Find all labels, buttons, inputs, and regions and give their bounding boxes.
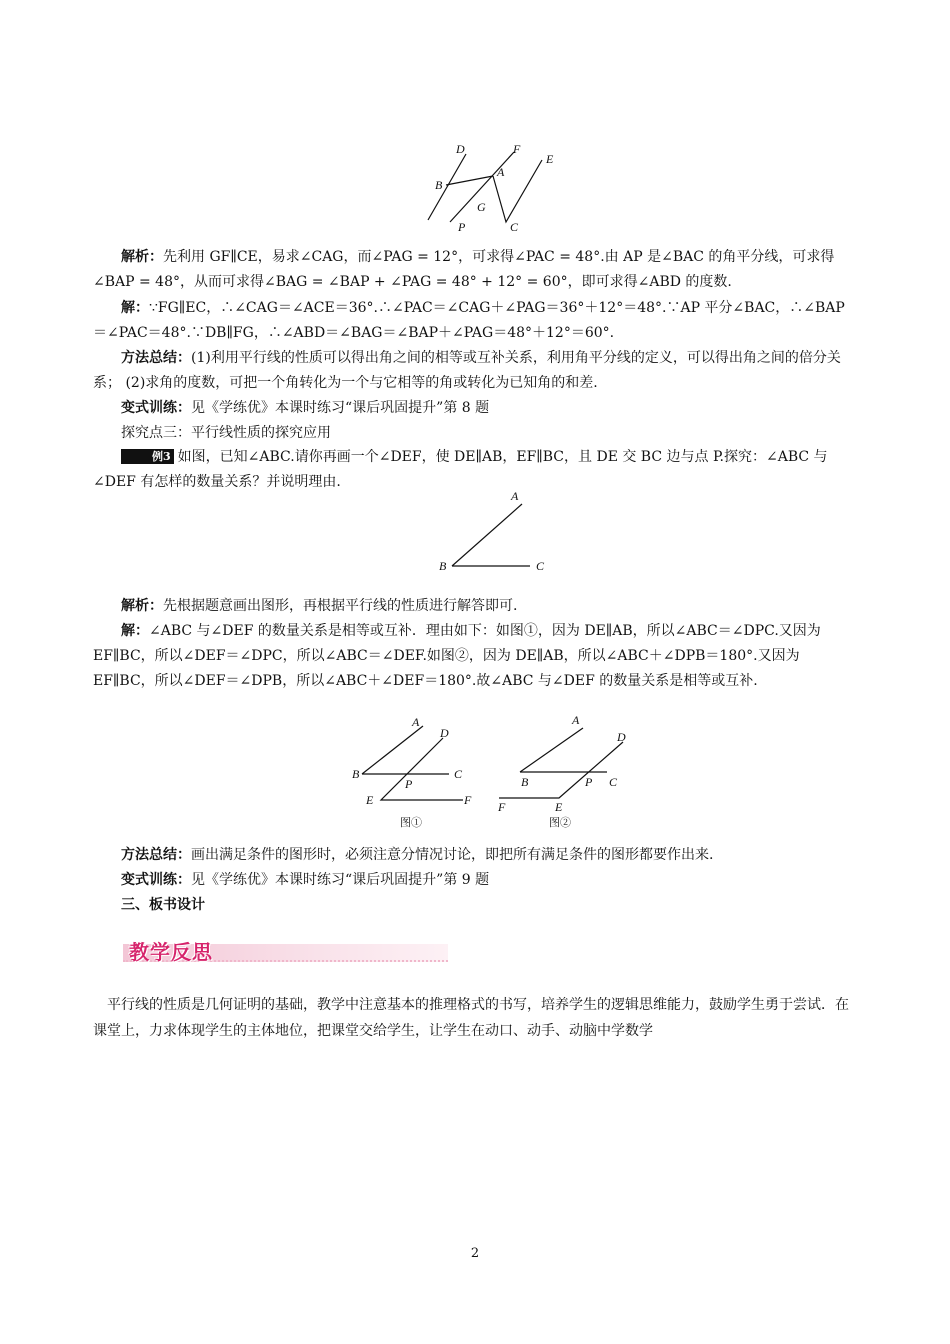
reflection-text [93,992,858,1044]
fig1-label-c: C [454,767,463,781]
ex2-method [93,346,858,396]
fig2-caption: 图② [549,817,571,829]
method-label: 方法总结： [121,350,191,366]
point3-text: 探究点三：平行线性质的探究应用 [121,425,331,441]
example-badge: 例3 [121,449,174,464]
fig2-label-f: F [498,800,506,814]
variant-text: 见《学练优》本课时练习“课后巩固提升”第 9 题 [191,872,490,888]
section-3-heading [93,893,858,918]
reflection-banner [123,936,448,966]
ex3-analysis [93,594,858,619]
fig2-line-de-ef [499,742,623,798]
label-g: G [477,200,486,214]
fig1-line-de-ef [381,738,463,800]
fig2-label-b: B [521,775,529,789]
analysis-label: 解析： [121,249,163,265]
label-a: A [511,489,519,503]
ex2-solution [93,296,858,346]
exploration-point-3 [93,421,858,446]
analysis-label: 解析： [121,598,163,614]
label-b: B [439,559,447,573]
ex2-analysis [93,245,858,295]
label-c: C [536,559,545,573]
fig1-label-p: P [405,777,413,791]
ray-ba [452,504,522,566]
geometry-figure-3 [345,712,645,834]
section-3-title: 三、板书设计 [121,897,205,913]
question-text: 如图，已知∠ABC.请你再画一个∠DEF，使 DE∥AB，EF∥BC，且 DE 交 BC 边与点 P.探究：∠ABC 与∠DEF 有怎样的数量关系？并说明理由. [93,449,828,490]
label-b: B [435,178,443,192]
solution-label: 解： [121,300,149,316]
fig2-label-d: D [617,730,626,744]
ex3-variant [93,868,858,893]
solution-text: ∵FG∥EC，∴∠CAG＝∠ACE＝36°.∴∠PAC＝∠CAG＋∠PAG＝36°＋12°＝48°.∵AP 平分∠BAC，∴∠BAP＝∠PAC＝48°.∵DB∥FG，∴∠ABD＝∠BAG＝∠BAP＋∠PAG＝48°＋12°＝60°. [93,300,845,341]
geometry-figure-2 [430,486,560,576]
ex2-variant [93,396,858,421]
method-text: (1)利用平行线的性质可以得出角之间的相等或互补关系，利用角平分线的定义，可以得出角之间的倍分关系； (2)求角的度数，可把一个角转化为一个与它相等的角或转化为已知角的和差. [93,350,841,391]
fig2-label-a: A [572,713,580,727]
label-d: D [456,142,465,156]
fig2-label-p: P [585,775,593,789]
fig2-label-e: E [555,800,563,814]
label-p: P [458,220,466,234]
ex3-method [93,843,858,868]
analysis-text: 先根据题意画出图形，再根据平行线的性质进行解答即可. [163,598,518,614]
reflection-title: 教学反思 [129,940,213,964]
fig1-caption: 图① [400,817,422,829]
fig1-label-a: A [412,715,420,729]
solution-text: ∠ABC 与∠DEF 的数量关系是相等或互补．理由如下：如图①，因为 DE∥AB，所以∠ABC＝∠DPC.又因为 EF∥BC，所以∠DEF＝∠DPC，所以∠ABC＝∠DEF.如图②，因为 DE∥AB，所以∠ABC＋∠DPB＝180°.又因为 EF∥BC，所以∠DEF＝∠DPB，所以∠ABC＋∠DEF＝180°.故∠ABC 与∠DEF 的数量关系是相等或互补. [93,623,821,689]
fig1-label-d: D [440,726,449,740]
fig1-label-e: E [366,793,374,807]
variant-label: 变式训练： [121,872,191,888]
ex3-solution [93,619,858,694]
fig1-label-f: F [464,793,472,807]
label-a: A [497,165,505,179]
label-c: C [510,220,519,234]
method-text: 画出满足条件的图形时，必须注意分情况讨论，即把所有满足条件的图形都要作出来. [191,847,714,863]
label-f: F [513,142,521,156]
fig2-label-c: C [609,775,618,789]
fig1-label-b: B [352,767,360,781]
variant-label: 变式训练： [121,400,191,416]
solution-label: 解： [121,623,149,639]
variant-text: 见《学练优》本课时练习“课后巩固提升”第 8 题 [191,400,490,416]
method-label: 方法总结： [121,847,191,863]
page-number: 2 [470,1246,480,1261]
analysis-text: 先利用 GF∥CE，易求∠CAG，而∠PAG = 12°，可求得∠PAC = 48°.由 AP 是∠BAC 的角平分线，可求得∠BAP = 48°，从而可求得∠BAG = ∠BAP + ∠PAG = 48° + 12° = 60°，即可求得∠ABD 的度数. [93,249,835,290]
label-e: E [546,152,554,166]
reflection-body: 平行线的性质是几何证明的基础，教学中注意基本的推理格式的书写，培养学生的逻辑思维能力，鼓励学生勇于尝试．在课堂上，力求体现学生的主体地位，把课堂交给学生，让学生在动口、动手、动脑中学数学 [93,997,849,1039]
fig2-ray-ba [520,728,583,772]
geometry-figure-1 [420,138,570,238]
